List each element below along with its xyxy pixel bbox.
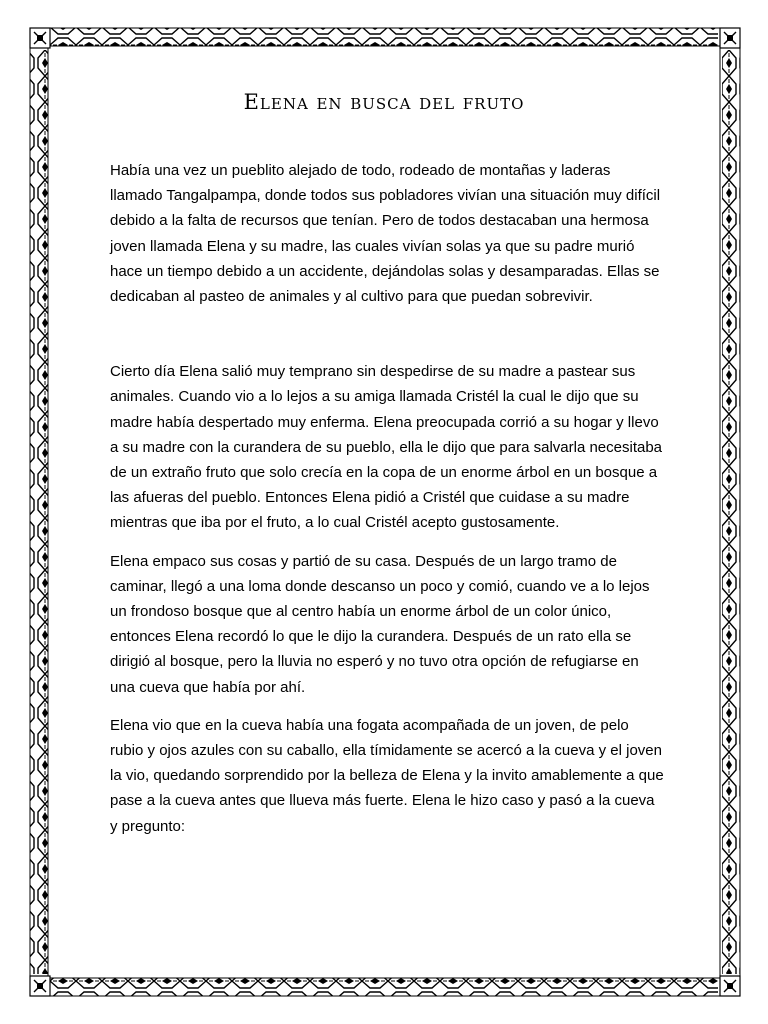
corner-ornament-icon bbox=[30, 976, 50, 996]
paragraph-3: Elena empaco sus cosas y partió de su casa. Después de un largo tramo de caminar, llegó a una loma donde descanso un poco y comió, cuando ve a lo lejos un frondoso bosque que al centro había un enorme árbol de un color único, entonces Elena recordó lo que le dijo la curandera. Después de un rato ella se dirigió al bosque, pero la lluvia no esperó y no tuvo otra opción de refugiarse en una cueva que había por ahí. bbox=[110, 552, 650, 696]
corner-ornament-icon bbox=[720, 976, 740, 996]
document-body bbox=[110, 158, 666, 839]
paragraph-4: Elena vio que en la cueva había una fogata acompañada de un joven, de pelo rubio y ojos azules con su caballo, ella tímidamente se acercó a la cueva y el joven la vio, quedando sorprendido por la belleza de Elena y la invito amablemente a que pase a la cueva antes que llueva más fuerte. Elena le hizo caso y pasó a la cueva y pregunto: bbox=[110, 716, 664, 835]
corner-ornament-icon bbox=[720, 28, 740, 48]
paragraph-2: Cierto día Elena salió muy temprano sin despedirse de su madre a pastear sus animales. Cuando vio a lo lejos a su amiga llamada Cristél la cual le dijo que su madre había despertado muy enferma. Elena preocupada corrió a su hogar y llevo a su madre con la curandera de su pueblo, ella le dijo que para salvarla necesitaba de un extraño fruto que solo crecía en la copa de un enorme árbol en un bosque a las afueras del pueblo. Entonces Elena pidió a Cristél que cuidase a su madre mientras que iba por el fruto, a lo cual Cristél acepto gustosamente. bbox=[110, 363, 663, 532]
paragraph-1: Había una vez un pueblito alejado de todo, rodeado de montañas y laderas llamado Tangalpampa, donde todos sus pobladores vivían una situación muy difícil debido a la falta de recursos que tenían. Pero de todos destacaban una hermosa joven llamada Elena y su madre, las cuales vivían solas ya que su padre murió hace un tiempo debido a un accidente, dejándolas solas y desamparadas. Ellas se dedicaban al pasteo de animales y al cultivo para que puedan sobrevivir. bbox=[110, 162, 661, 306]
document-title: Elena en busca del fruto bbox=[243, 90, 525, 114]
corner-ornament-icon bbox=[30, 28, 50, 48]
